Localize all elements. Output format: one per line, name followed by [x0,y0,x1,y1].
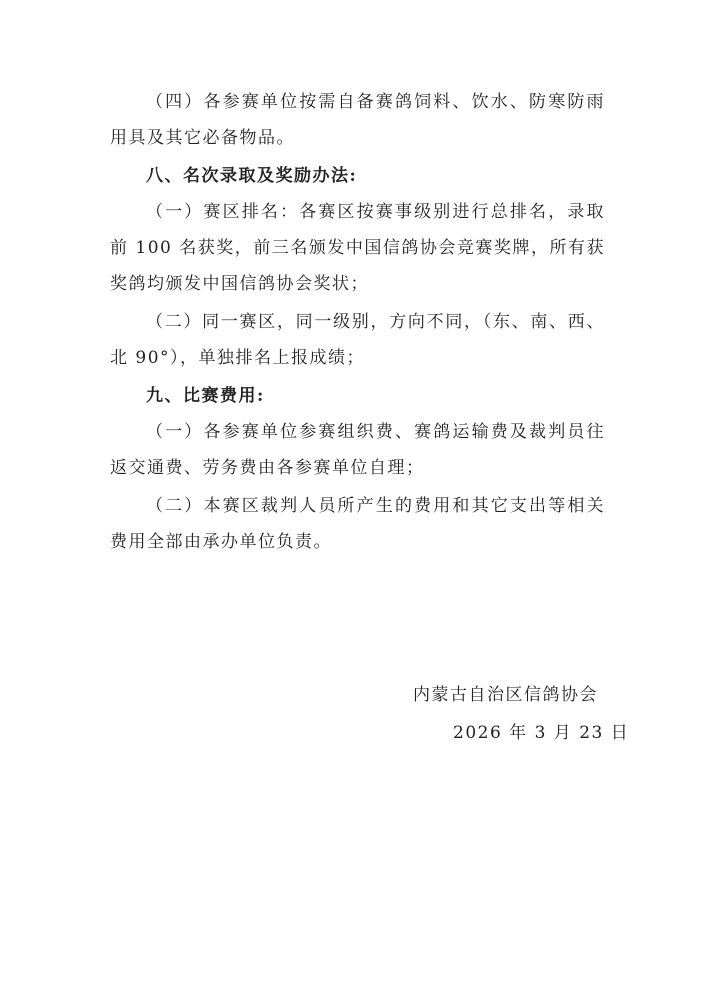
section-heading-ranking-awards: 八、名次录取及奖励办法: [146,166,358,186]
paragraph-same-region: （二）同一赛区，同一级别，方向不同，（东、南、西、北 90°），单独排名上报成绩； [110,312,605,368]
paragraph-region-ranking: （一）赛区排名：各赛区按赛事级别进行总排名，录取前 100 名获奖，前三名颁发中国信鸽协会竞赛奖牌，所有获奖鸽均颁发中国信鸽协会奖状； [110,202,605,294]
section-heading-fees: 九、比赛费用: [146,386,265,406]
signature-date: 2026 年 3 月 23 日 [453,723,630,743]
signature-organization: 内蒙古自治区信鸽协会 [413,685,598,705]
paragraph-supplies: （四）各参赛单位按需自备赛鸽饲料、饮水、防寒防雨用具及其它必备物品。 [110,92,605,148]
paragraph-referee-fees: （二）本赛区裁判人员所产生的费用和其它支出等相关费用全部由承办单位负责。 [110,496,605,552]
paragraph-participant-fees: （一）各参赛单位参赛组织费、赛鸽运输费及裁判员往返交通费、劳务费由各参赛单位自理； [110,422,605,478]
